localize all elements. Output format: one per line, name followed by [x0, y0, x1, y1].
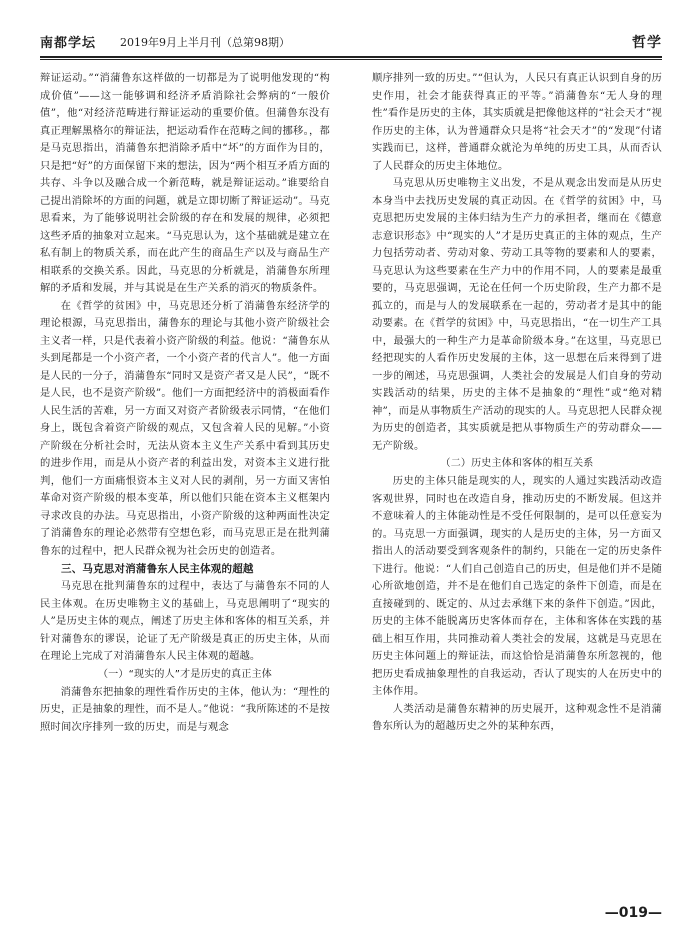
paragraph: 顺序排列一致的历史。”“但认为，人民只有真正认识到自身的历史作用，社会才能获得真正的平等。”消蒲鲁东“无人身的理性”看作是历史的主体，其实质就是把像他这样的“社会天才”视作历史的主体，认为普通群众只是将“社会天才”的“发现”付诸实践而已，这样，普通群众就沦为单纯的历史工具，从而否认了人民群众的历史主体地位。 [372, 72, 662, 172]
paragraph: 消蒲鲁东把抽象的理性看作历史的主体，他认为：“理性的历史，正是抽象的理性，而不是人。”他说：“我所陈述的不是按照时间次序排列一致的历史，而是与观念 [40, 685, 330, 733]
paragraph: 历史的主体只能是现实的人，现实的人通过实践活动改造客观世界，同时也在改造自身，推动历史的不断发展。但这并不意味着人的主体能动性是不受任何限制的，是可以任意妄为的。马克思一方面强调，现实的人是历史的主体，另一方面又指出人的活动要受到客观条件的制约，只能在一定的历史条件下进行。他说：“人们自己创造自己的历史，但是他们并不是随心所欲地创造，并不是在他们自己选定的条件下创造，而是在直接碰到的、既定的、从过去承继下来的条件下创造。”因此，历史的主体不能脱离历史客体而存在，主体和客体在实践的基础上相互作用，共同推动着人类社会的发展，这就是马克思在历史主体问题上的辩证法，而这恰恰是消蒲鲁东所忽视的，他把历史看成抽象理性的自我运动，否认了现实的人在历史中的主体作用。 [372, 475, 662, 697]
section-heading: （一）“现实的人”才是历史的真正主体 [98, 668, 272, 680]
paragraph: 辩证运动。”“消蒲鲁东这样做的一切都是为了说明他发现的“构成价值”——这一能够调和经济矛盾消除社会弊病的“一般价值”，他“对经济范畴进行辩证运动的重要价值。但蒲鲁东没有真正理解黑格尔的辩证法，把运动看作在范畴之间的挪移。，都是马克思指出，消蒲鲁东把消除矛盾中“坏”的方面作为目的，只是把“好”的方面保留下来的想法，因为“两个相互矛盾方面的共存、斗争以及融合成一个新范畴，就是辩证运动。”谁要给自己提出消除坏的方面的问题，就是立即切断了辩证运动”。马克思看来，为了能够说明社会阶级的存在和发展的规律，必须把这些矛盾的抽象对立起来。“马克思认为，这个基础就是建立在私有制上的物质关系，而在此产生的商品生产以及与商品生产相联系的交换关系。因此，马克思的分析就是，消蒲鲁东所理解的矛盾和发展，并与其说是在生产关系的消灭的物质条件。 [40, 72, 330, 294]
running-header [40, 30, 662, 54]
left-column [40, 70, 330, 736]
journal-name: 南都学坛 [40, 36, 97, 51]
paragraph: 马克思从历史唯物主义出发，不是从观念出发而是从历史本身当中去找历史发展的真正动因。在《哲学的贫困》中，马克思把历史发展的主体归结为生产力的承担者，继而在《德意志意识形态》中“现实的人”才是历史真正的主体的观点，生产力包括劳动者、劳动对象、劳动工具等物的要素和人的要素，马克思认为这些要素在生产力中的作用不同，人的要素是最重要的，马克思强调，无论在任何一个历史阶段，生产力都不是孤立的，而是与人的发展联系在一起的，劳动者才是其中的能动要素。在《哲学的贫困》中，马克思指出，“在一切生产工具中，最强大的一种生产力是革命阶级本身。”在这里，马克思已经把现实的人看作历史发展的主体，这一思想在后来得到了进一步的阐述，马克思强调，人类社会的发展是人们自身的劳动实践活动的结果，历史的主体不是抽象的“理性”或“绝对精神”，而是从事物质生产活动的现实的人。马克思把人民群众视为历史的创造者，其实质就是把从事物质生产的劳动群众——无产阶级。 [372, 177, 662, 452]
section-label: 哲学 [632, 35, 662, 51]
section-heading: 三、马克思对消蒲鲁东人民主体观的超越 [61, 563, 254, 575]
right-column [372, 70, 662, 736]
page-number: —019— [604, 905, 662, 921]
paragraph: 人类活动是蒲鲁东精神的历史展开，这种观念性不是消蒲鲁东所认为的超越历史之外的某种东西， [372, 702, 662, 732]
paragraph: 在《哲学的贫困》中，马克思还分析了消蒲鲁东经济学的理论根源，马克思指出，蒲鲁东的理论与其他小资产阶级社会主义者一样，只是代表着小资产阶级的利益。他说：“蒲鲁东从头到尾都是一个小资产者，一个小资产者的代言人”。他一方面是人民的一分子，消蒲鲁东“同时又是资产者又是人民”，“既不是人民，也不是资产阶级”。他们一方面把经济中的消极面看作人民生活的苦难，另一方面又对资产者阶级表示同情，“在他们身上，既包含着资产阶级的观点，又包含着人民的见解。”小资产阶级在分析社会时，无法从资本主义生产关系中看到其历史的进步作用，而是从小资产者的利益出发，对资本主义进行批判，他们一方面痛恨资本主义对人民的剥削，另一方面又害怕革命对资产阶级的根本变革，所以他们只能在资本主义框架内寻求改良的办法。马克思指出，小资产阶级的这种两面性决定了消蒲鲁东的理论必然带有空想色彩，而马克思正是在批判蒲鲁东的过程中，把人民群众视为社会历史的创造者。 [40, 299, 330, 557]
section-heading: （二）历史主体和客体的相互关系 [440, 458, 594, 469]
header-rule [40, 56, 662, 58]
paragraph: 马克思在批判蒲鲁东的过程中，表达了与蒲鲁东不同的人民主体观。在历史唯物主义的基础上，马克思阐明了“现实的人”是历史主体的观点，阐述了历史主体和客体的相互关系，并针对蒲鲁东的谬误，论证了无产阶级是真正的历史主体，从而在理论上完成了对消蒲鲁东人民主体观的超越。 [40, 580, 330, 662]
issue-info: 2019年9月上半月刊（总第98期） [120, 36, 290, 49]
header-rule-thin [40, 59, 662, 60]
